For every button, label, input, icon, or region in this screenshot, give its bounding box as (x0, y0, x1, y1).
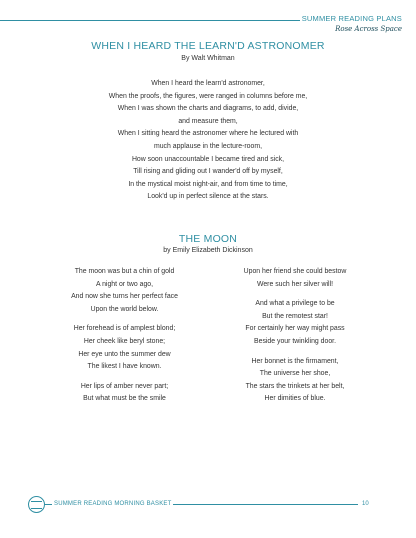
verse-line: Upon the world below. (90, 305, 159, 313)
verse-line: much applause in the lecture-room, (153, 142, 262, 150)
verse-line: Till rising and gliding out I wander'd off by myself, (133, 168, 283, 176)
poem2-left-column (42, 266, 207, 406)
verse-line: How soon unaccountable I became tired and sick, (131, 155, 285, 163)
verse-line: Were such her silver will! (256, 280, 334, 288)
verse-line: A night or two ago, (95, 280, 154, 288)
verse-line: Her eye unto the summer dew (78, 350, 171, 358)
verse-line: In the mystical moist night-air, and from time to time, (128, 180, 288, 188)
verse-line: Upon her friend she could bestow (243, 268, 347, 275)
verse-line: When I sitting heard the astronomer where he lectured with (117, 130, 299, 138)
header-subtitle: Rose Across Space (335, 25, 402, 33)
footer-text: SUMMER READING MORNING BASKET (54, 501, 172, 507)
poem1-verse (0, 78, 416, 204)
verse-line: Her forehead is of amplest blond; (73, 325, 176, 333)
verse-line: The moon was but a chin of gold (74, 268, 175, 275)
poem1-byline: By Walt Whitman (181, 55, 235, 62)
verse-line: Beside your twinkling door. (254, 337, 336, 345)
verse-line: Her lips of amber never part; (80, 382, 169, 390)
verse-line: The universe her shoe, (259, 370, 331, 378)
verse-line: But the remotest star! (262, 312, 328, 320)
header-rule (0, 20, 300, 21)
poem2-right-column (210, 266, 380, 406)
verse-line: And now she turns her perfect face (71, 293, 178, 301)
poem1-title: WHEN I HEARD THE LEARN'D ASTRONOMER (91, 40, 325, 52)
poem2-title: THE MOON (178, 233, 238, 245)
verse-line: and measure them, (178, 117, 238, 125)
verse-line: The likest I have known. (87, 363, 162, 371)
verse-line: Look'd up in perfect silence at the stars. (147, 193, 269, 201)
verse-line: When I was shown the charts and diagrams, to add, divide, (117, 105, 299, 113)
verse-line: And what a privilege to be (255, 300, 335, 308)
verse-line: But what must be the smile (83, 395, 166, 403)
verse-line: The stars the trinkets at her belt, (245, 382, 345, 390)
verse-line: Her cheek like beryl stone; (83, 337, 166, 345)
page-number: 10 (362, 501, 369, 507)
poem2-byline: by Emily Elizabeth Dickinson (163, 247, 253, 254)
verse-line: Her bonnet is the firmament, (251, 357, 339, 365)
header-title: SUMMER READING PLANS (301, 14, 402, 23)
brand-logo-icon (28, 496, 45, 513)
verse-line: When I heard the learn'd astronomer, (151, 80, 265, 87)
verse-line: Her dimities of blue. (264, 395, 326, 403)
verse-line: For certainly her way might pass (245, 325, 345, 333)
verse-line: When the proofs, the figures, were ranged in columns before me, (108, 92, 308, 100)
